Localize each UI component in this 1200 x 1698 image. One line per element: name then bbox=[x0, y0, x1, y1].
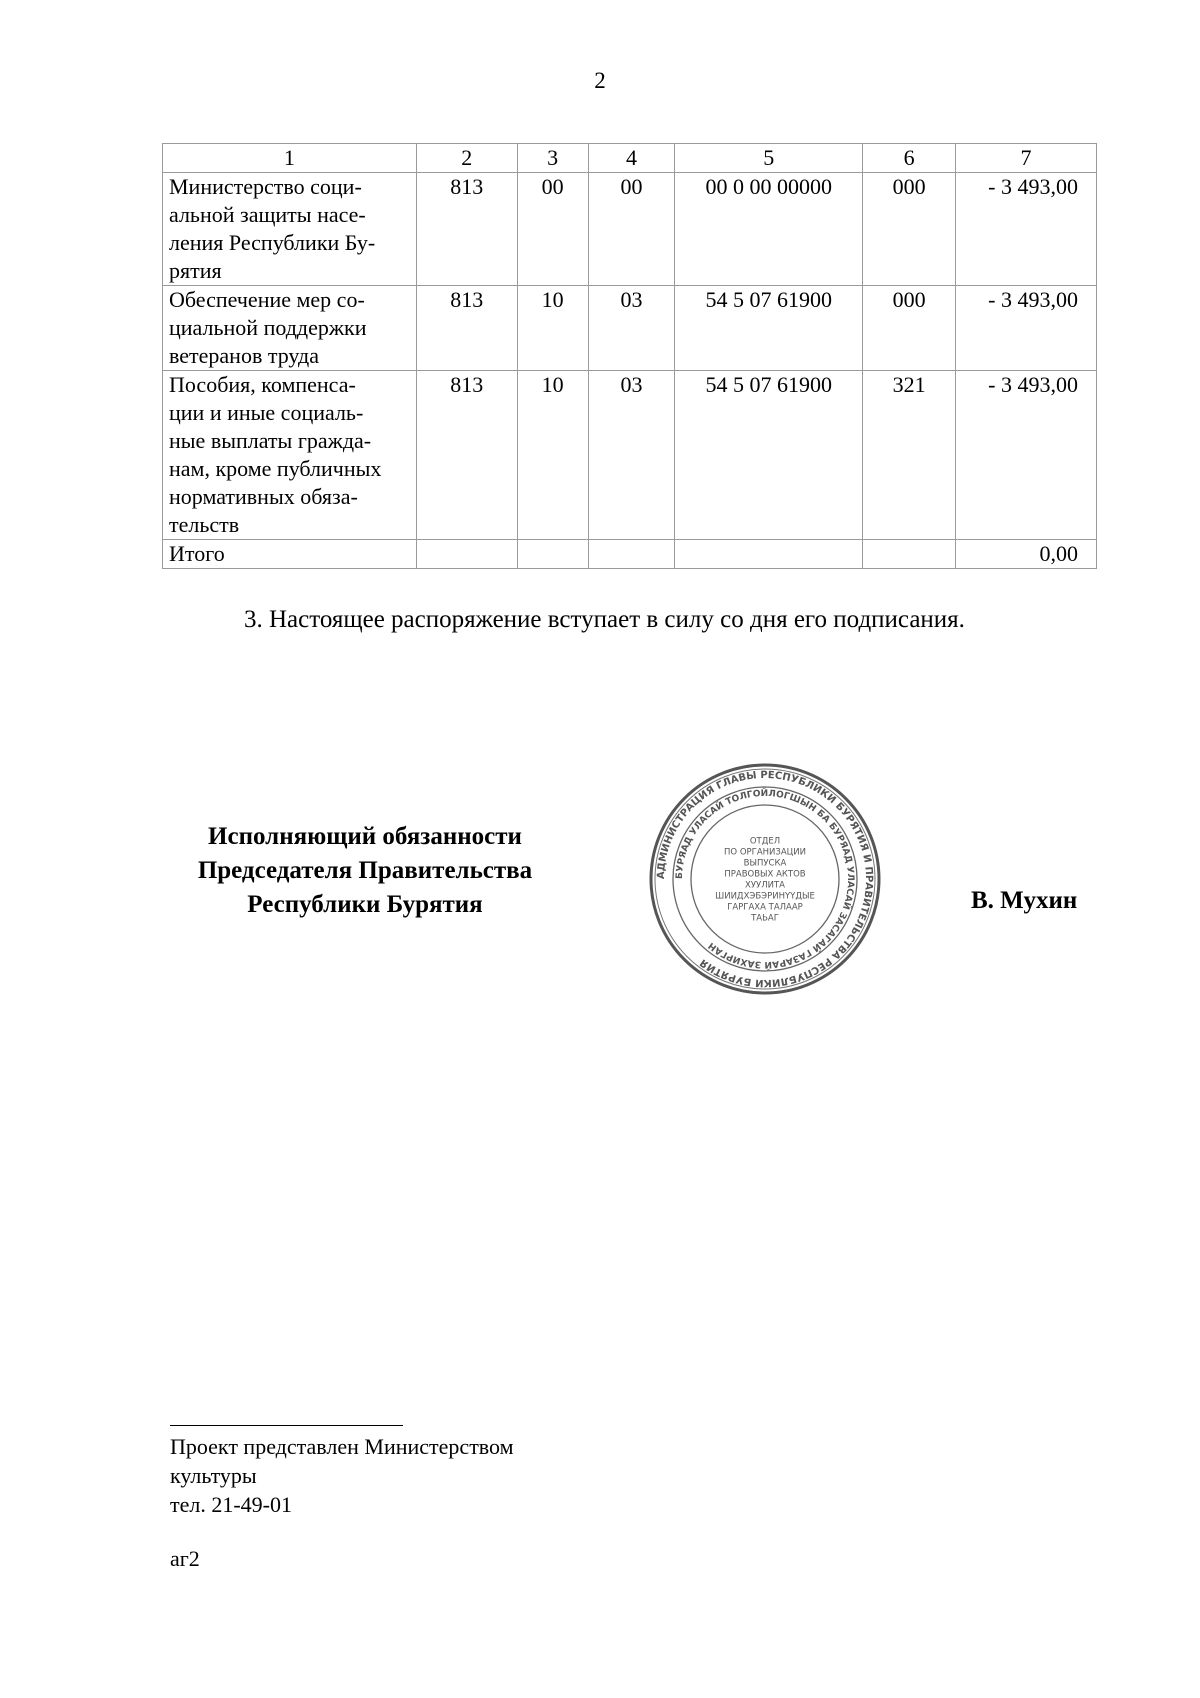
cell: 813 bbox=[416, 173, 517, 286]
amount-cell: - 3 493,00 bbox=[956, 371, 1097, 540]
paragraph-3: 3. Настоящее распоряжение вступает в силу со дня его подписания. bbox=[244, 606, 965, 633]
name-line: циальной поддержки bbox=[169, 315, 367, 340]
header-cell: 7 bbox=[956, 144, 1097, 173]
header-cell: 5 bbox=[675, 144, 863, 173]
seal-center-line: ПО ОРГАНИЗАЦИИ bbox=[724, 847, 806, 858]
seal-outer-text: АДМИНИСТРАЦИЯ ГЛАВЫ РЕСПУБЛИКИ БУРЯТИЯ И ПРАВИТЕЛЬСТВА РЕСПУБЛИКИ БУРЯТИЯ bbox=[655, 769, 875, 989]
signatory-title bbox=[165, 820, 565, 922]
seal-center-text bbox=[715, 837, 815, 924]
seal-center-line: ХУУЛИТА bbox=[745, 880, 785, 891]
total-value: 0,00 bbox=[956, 540, 1097, 569]
name-line: Обеспечение мер со- bbox=[169, 287, 365, 312]
cell: 00 bbox=[588, 173, 675, 286]
table-row bbox=[163, 173, 1097, 286]
cell: 00 bbox=[517, 173, 588, 286]
seal-center-line: ПРАВОВЫХ АКТОВ bbox=[724, 869, 806, 880]
seal-center-line: ТАЬАГ bbox=[751, 913, 779, 924]
name-line: тельств bbox=[169, 512, 240, 537]
signatory-line: Республики Бурятия bbox=[247, 891, 483, 918]
cell: 03 bbox=[588, 286, 675, 371]
budget-table bbox=[162, 143, 1097, 569]
name-line: ции и иные социаль- bbox=[169, 400, 364, 425]
amount-cell: - 3 493,00 bbox=[956, 173, 1097, 286]
table-header-row bbox=[163, 144, 1097, 173]
name-line: рятия bbox=[169, 258, 222, 283]
total-label: Итого bbox=[163, 540, 417, 569]
footnote bbox=[170, 1432, 514, 1519]
name-line: Министерство соци- bbox=[169, 174, 362, 199]
cell: 00 0 00 00000 bbox=[675, 173, 863, 286]
footnote-line: Проект представлен Министерством bbox=[170, 1434, 514, 1459]
cell: 10 bbox=[517, 371, 588, 540]
page-number: 2 bbox=[594, 68, 606, 93]
seal-center-line: ВЫПУСКА bbox=[743, 858, 787, 869]
row-name-cell bbox=[163, 286, 417, 371]
document-code: аг2 bbox=[170, 1546, 200, 1571]
seal-inner-text: БУРЯАД УЛАСАЙ ТОЛГОЙЛОГШЫН БА БУРЯАД УЛАСАЙ ЗАСАГАЙ ГАЗАРАЙ ЗАХИРГАН bbox=[674, 788, 856, 970]
seal-center-line: ОТДЕЛ bbox=[749, 836, 781, 847]
table-total-row bbox=[163, 540, 1097, 569]
cell: 54 5 07 61900 bbox=[675, 286, 863, 371]
row-name-cell bbox=[163, 371, 417, 540]
cell: 813 bbox=[416, 286, 517, 371]
cell: 813 bbox=[416, 371, 517, 540]
cell: 54 5 07 61900 bbox=[675, 371, 863, 540]
table-row bbox=[163, 286, 1097, 371]
cell: 000 bbox=[863, 286, 956, 371]
header-cell: 1 bbox=[163, 144, 417, 173]
name-line: ные выплаты гражда- bbox=[169, 428, 372, 453]
seal-center-line: ГАРГАХА ТАЛААР bbox=[727, 902, 803, 913]
cell: 321 bbox=[863, 371, 956, 540]
name-line: альной защиты насе- bbox=[169, 202, 366, 227]
name-line: ления Республики Бу- bbox=[169, 230, 376, 255]
signatory-line: Исполняющий обязанности bbox=[208, 823, 522, 850]
header-cell: 2 bbox=[416, 144, 517, 173]
header-cell: 6 bbox=[863, 144, 956, 173]
name-line: ветеранов труда bbox=[169, 343, 319, 368]
name-line: нормативных обяза- bbox=[169, 484, 358, 509]
header-cell: 4 bbox=[588, 144, 675, 173]
footnote-line: тел. 21-49-01 bbox=[170, 1492, 293, 1517]
amount-cell: - 3 493,00 bbox=[956, 286, 1097, 371]
name-line: нам, кроме публичных bbox=[169, 456, 382, 481]
signer-name: В. Мухин bbox=[971, 887, 1078, 914]
footnote-divider bbox=[170, 1425, 403, 1426]
name-line: Пособия, компенса- bbox=[169, 372, 356, 397]
signatory-line: Председателя Правительства bbox=[197, 857, 533, 884]
header-cell: 3 bbox=[517, 144, 588, 173]
cell: 10 bbox=[517, 286, 588, 371]
footnote-line: культуры bbox=[170, 1463, 257, 1488]
seal-center-line: ШИИДХЭБЭРИНҮҮДЫЕ bbox=[715, 891, 815, 902]
cell: 000 bbox=[863, 173, 956, 286]
row-name-cell bbox=[163, 173, 417, 286]
cell: 03 bbox=[588, 371, 675, 540]
official-seal bbox=[648, 762, 882, 996]
table-row bbox=[163, 371, 1097, 540]
